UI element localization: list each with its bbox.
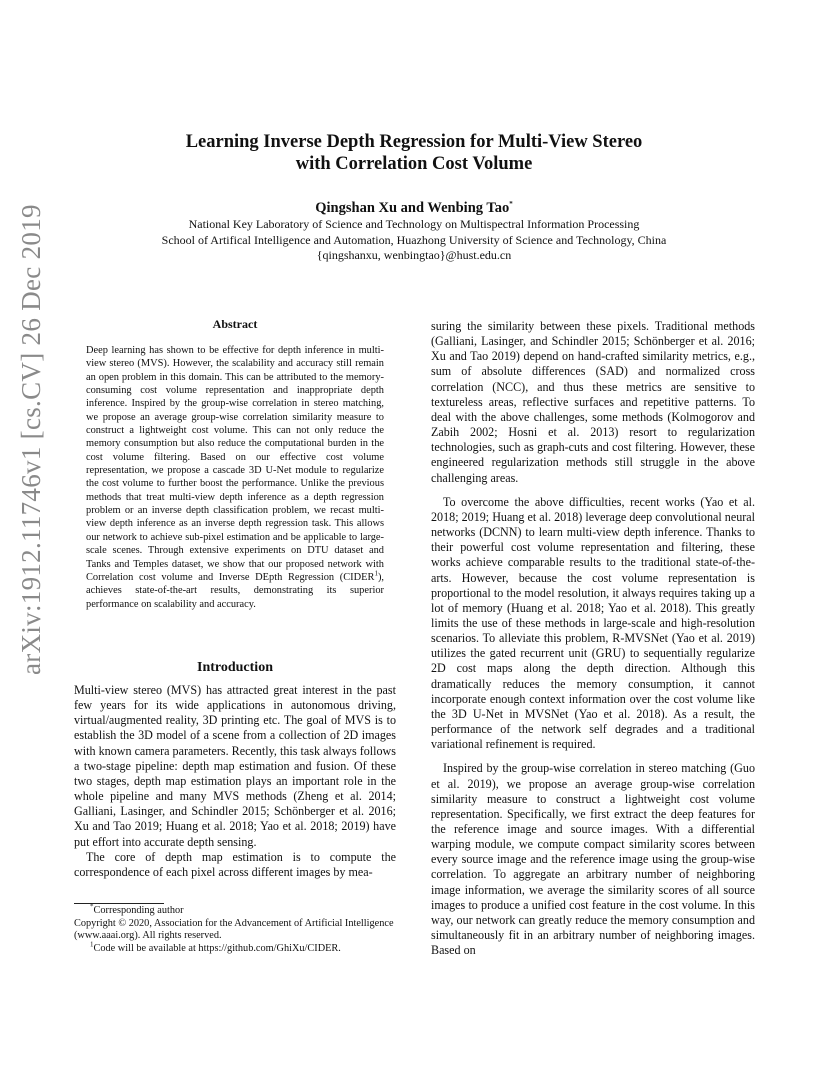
affiliation-line-2: School of Artifical Intelligence and Automation, Huazhong University of Science and Technology, China: [161, 232, 667, 247]
right-paragraph-3: Inspired by the group-wise correlation in stereo matching (Guo et al. 2019), we propose an average group-wise correlation similarity measure to construct a lightweight cost volume representation. Specifically, we first extract the deep features for the reference image and source images. With a differential warping module, we compute compact similarity scores between every source image and the reference image using the group-wise correlation. To aggregate an arbitrary number of neighboring image information, we average the similarity scores of all source images to produce a unified cost feature in the cost volume. In this way, our network can greatly reduce the memory consumption and simultaneously fit in an arbitrary number of neighboring images. Based on: [431, 761, 755, 958]
right-paragraph-2: To overcome the above difficulties, recent works (Yao et al. 2018; 2019; Huang et al. 2018) leverage deep convolutional neural networks (DCNN) to learn multi-view depth inference. Thanks to their powerful cost volume representation and filtering, these works achieve comparable results to the traditional state-of-the-arts. However, because the cost volume representation is proportional to the model resolution, it always requires taking up a lot of memory (Huang et al. 2018; Yao et al. 2018). This greatly limits the use of these methods in large-scale and high-resolution scenarios. To alleviate this problem, R-MVSNet (Yao et al. 2019) utilizes the gated recurrent unit (GRU) to sequentially regularize 2D cost maps along the depth direction. Although this dramatically reduces the memory consumption, it cannot incorporate enough context information over the cost volume like the 3D U-Net in MVSNet (Yao et al. 2018). As a result, the performance of the network self degrades and a traditional variational refinement is required.: [431, 494, 755, 752]
footnote-corresponding: [74, 902, 396, 918]
abstract-heading: Abstract: [212, 317, 258, 331]
abstract-text: [86, 344, 384, 611]
footnote-divider: [74, 903, 164, 904]
affiliation-block: [0, 217, 828, 264]
intro-paragraph-1: Multi-view stereo (MVS) has attracted great interest in the past few years for its wide applications in autonomous driving, virtual/augmented reality, 3D printing etc. The goal of MVS is to establish the 3D model of a scene from a collection of 2D images with known camera parameters. Recently, this task always follows a two-stage pipeline: depth map estimation and fusion. Of these two stages, depth map estimation plays an important role in the whole pipeline and many MVS methods (Zheng et al. 2014; Galliani, Lasinger, and Schindler 2015; Schönberger et al. 2016; Xu and Tao 2019; Huang et al. 2018; Yao et al. 2018; 2019) have put effort into accurate depth sensing.: [74, 683, 396, 849]
right-column-body: [431, 319, 755, 958]
introduction-body: [74, 683, 396, 880]
copyright-notice: Copyright © 2020, Association for the Advancement of Artificial Intelligence (www.aaai.org). All rights reserved.: [74, 917, 394, 942]
paper-title: [0, 131, 828, 175]
footnote-code: [74, 940, 396, 956]
abstract-body-end: ), achieves state-of-the-art results, demonstrating its superior performance on scalability and accuracy.: [86, 571, 384, 610]
author-list: [0, 199, 828, 217]
footnote-ref-1[interactable]: 1: [374, 569, 378, 578]
author-emails: {qingshanxu, wenbingtao}@hust.edu.cn: [316, 248, 512, 262]
footnotes: [74, 902, 396, 955]
right-paragraph-1: suring the similarity between these pixels. Traditional methods (Galliani, Lasinger, and Schindler 2015; Schönberger et al. 2016; Xu and Tao 2019) depend on hand-crafted similarity metrics, e.g., sum of absolute differences (SAD) and normalized cross correlation (NCC), and thus these metrics are sensitive to textureless areas, reflective surfaces and repetitive patterns. To deal with the above challenges, some methods (Kolmogorov and Zabih 2002; Hosni et al. 2013) resort to regularization technologies, such as graph-cuts and cost filtering. However, these engineered regularization methods still struggle in the above challenging areas.: [431, 319, 755, 485]
abstract-body: Deep learning has shown to be effective for depth inference in multi-view stereo (MVS). However, the scalability and accuracy still remain an open problem in this domain. This can be attributed to the memory-consuming cost volume representation and inappropriate depth inference. Inspired by the group-wise correlation in stereo matching, we propose an average group-wise correlation similarity measure to construct a lightweight cost volume. This can not only reduce the memory consumption but also reduce the computational burden in the cost volume filtering. Based on our effective cost volume representation, we propose a cascade 3D U-Net module to regularize the cost volume to further boost the performance. Unlike the previous methods that treat multi-view depth inference as a depth regression problem or an inverse depth classification problem, we recast multi-view depth inference as an inverse depth regression task. This allows our network to achieve sub-pixel estimation and be applicable to large-scale scenes. Through extensive experiments on DTU dataset and Tanks and Temples dataset, we show that our proposed network with Correlation cost volume and Inverse DEpth Regression (CIDER: [86, 345, 384, 583]
introduction-heading: Introduction: [197, 660, 273, 675]
title-line-2: with Correlation Cost Volume: [295, 154, 533, 174]
arxiv-identifier: arXiv:1912.11746v1 [cs.CV] 26 Dec 2019: [16, 204, 46, 675]
footnote-corresponding-text: Corresponding author: [93, 905, 184, 916]
corresponding-author-mark: *: [509, 200, 513, 209]
author-names: Qingshan Xu and Wenbing Tao: [315, 200, 510, 216]
footnote-mark-star: *: [90, 902, 94, 911]
footnote-code-text: Code will be available at https://github.com/GhiXu/CIDER.: [93, 942, 341, 954]
intro-paragraph-2: The core of depth map estimation is to compute the correspondence of each pixel across different images by mea-: [74, 849, 396, 879]
footnote-mark-1: 1: [90, 940, 94, 949]
title-line-1: Learning Inverse Depth Regression for Multi-View Stereo: [185, 132, 643, 152]
affiliation-line-1: National Key Laboratory of Science and Technology on Multispectral Information Processing: [188, 217, 640, 231]
